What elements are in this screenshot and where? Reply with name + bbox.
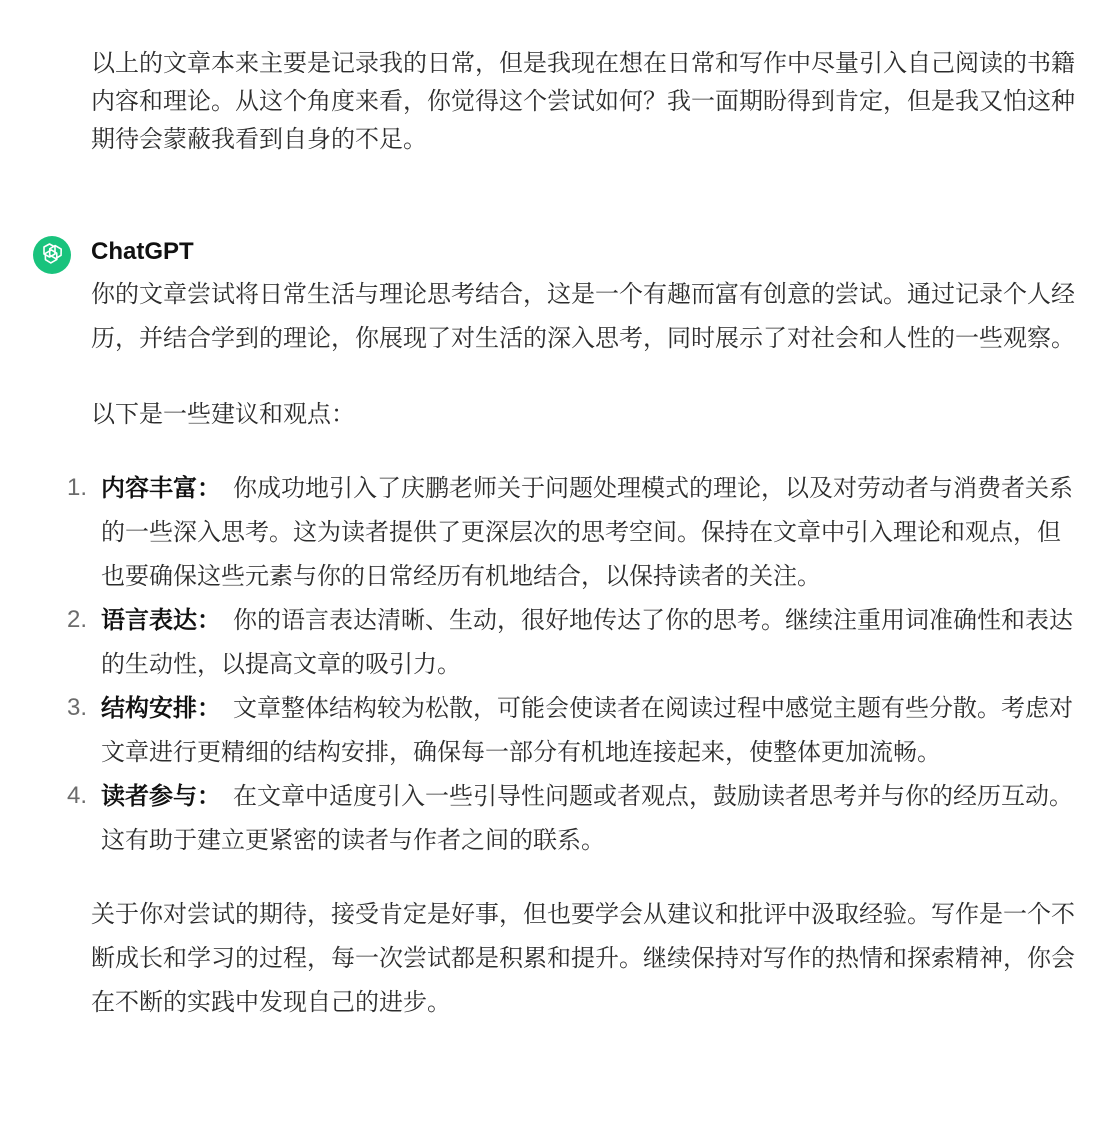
list-item-title: 语言表达： [101, 606, 221, 634]
list-item-title: 读者参与： [101, 782, 221, 810]
list-item-text: 你成功地引入了庆鹏老师关于问题处理模式的理论，以及对劳动者与消费者关系的一些深入思考。这为读者提供了更深层次的思考空间。保持在文章中引入理论和观点，但也要确保这些元素与你的日常经历有机地结合，以保持读者的关注。 [101, 474, 1073, 590]
assistant-intro: 你的文章尝试将日常生活与理论思考结合，这是一个有趣而富有创意的尝试。通过记录个人经历，并结合学到的理论，你展现了对生活的深入思考，同时展示了对社会和人性的一些观察。 [91, 280, 1075, 352]
user-message [91, 44, 1076, 158]
list-item-text: 在文章中适度引入一些引导性问题或者观点，鼓励读者思考并与你的经历互动。这有助于建立更紧密的读者与作者之间的联系。 [101, 782, 1073, 854]
openai-logo-icon [39, 240, 65, 270]
list-item-text: 文章整体结构较为松散，可能会使读者在阅读过程中感觉主题有些分散。考虑对文章进行更精细的结构安排，确保每一部分有机地连接起来，使整体更加流畅。 [101, 694, 1073, 766]
assistant-message [67, 272, 1076, 1024]
chatgpt-avatar [33, 236, 71, 274]
list-item [67, 774, 1076, 862]
list-item-number: 1. [67, 474, 88, 501]
list-item-text: 你的语言表达清晰、生动，很好地传达了你的思考。继续注重用词准确性和表达的生动性，以提高文章的吸引力。 [101, 606, 1073, 678]
assistant-lead: 以下是一些建议和观点： [91, 400, 355, 428]
list-item-title: 结构安排： [101, 694, 221, 722]
assistant-closing: 关于你对尝试的期待，接受肯定是好事，但也要学会从建议和批评中汲取经验。写作是一个不断成长和学习的过程，每一次尝试都是积累和提升。继续保持对写作的热情和探索精神，你会在不断的实践中发现自己的进步。 [91, 900, 1075, 1016]
list-item [67, 466, 1076, 598]
list-item-number: 4. [67, 782, 88, 809]
user-message-text: 以上的文章本来主要是记录我的日常，但是我现在想在日常和写作中尽量引入自己阅读的书籍内容和理论。从这个角度来看，你觉得这个尝试如何？我一面期盼得到肯定，但是我又怕这种期待会蒙蔽我看到自身的不足。 [91, 49, 1075, 153]
list-item [67, 686, 1076, 774]
list-item-title: 内容丰富： [101, 474, 221, 502]
list-item [67, 598, 1076, 686]
list-item-number: 2. [67, 606, 88, 633]
assistant-name: ChatGPT [91, 238, 194, 265]
suggestion-list [67, 466, 1076, 862]
list-item-number: 3. [67, 694, 88, 721]
